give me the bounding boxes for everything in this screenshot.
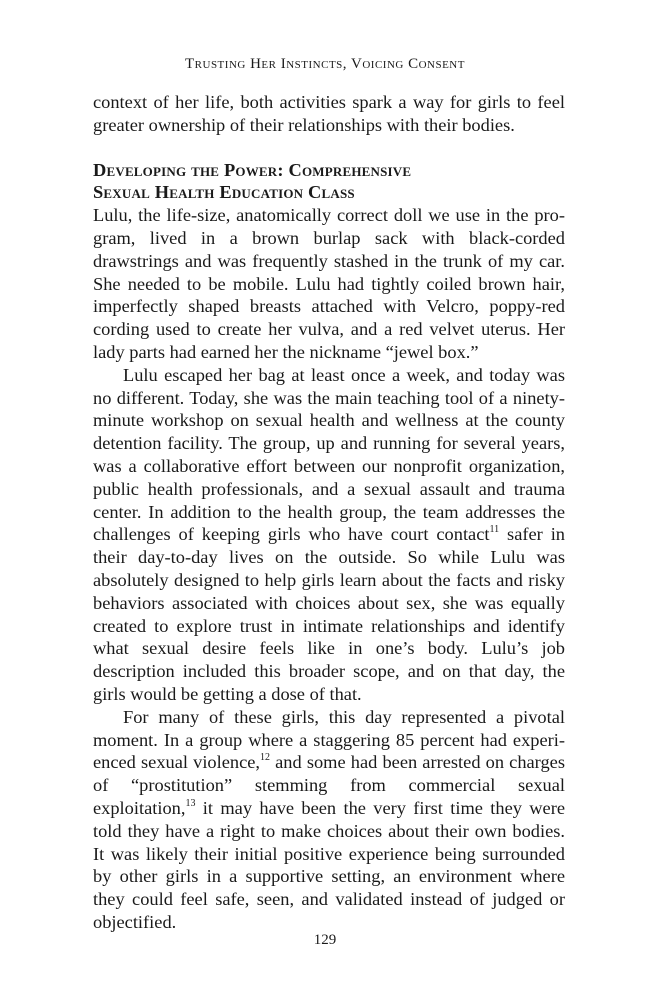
footnote-ref-11[interactable]: 11	[489, 524, 500, 536]
paragraph-pivotal-part-3: it may have been the very first time they were told they have a right to make choices about their own bodies. It was likely their initial positive experience being surrounded by other girls in a supportive setting, an environment where they could feel safe, seen, and validated instead of judged or objectified.	[93, 797, 565, 932]
paragraph-pivotal-moment	[93, 706, 565, 934]
paragraph-pivotal-part-2: and some had been arrested on charges of “prostitution” stemming from commercial sexual exploitation,	[93, 752, 565, 818]
paragraph-workshop-part-2: safer in their day-to-day lives on the outside. So while Lulu was absolutely designed to help girls learn about the facts and risky behaviors associated with choices about sex, she was equally created to explore trust in intimate relationships and identify what sexual desire feels like in one’s body. Lulu’s job description included this broader scope, and on that day, the girls would be getting a dose of that.	[93, 524, 565, 704]
paragraph-lulu-intro: Lulu, the life-size, anatomically correct doll we use in the program, lived in a brown burlap sack with black-corded drawstrings and was frequently stashed in the trunk of my car. She needed to be mobile. Lulu had tightly coiled brown hair, imperfectly shaped breasts attached with Velcro, poppy-red cording used to create her vulva, and a red velvet uterus. Her lady parts had earned her the nickname “jewel box.”	[93, 205, 565, 362]
running-head: Trusting Her Instincts, Voicing Consent	[185, 56, 465, 72]
paragraph-pivotal-part-1: For many of these girls, this day represented a pivotal moment. In a group where a staggering 85 percent had experienced sexual violence,	[93, 706, 565, 773]
body-text	[93, 91, 565, 934]
paragraph-workshop-part-1: Lulu escaped her bag at least once a week, and today was no different. Today, she was the main teaching tool of a ninety-minute workshop on sexual health and wellness at the county detention facility. The group, up and running for several years, was a collaborative effort between our nonprofit organization, public health professionals, and a sexual assault and trauma center. In addition to the health group, the team addresses the challenges of keeping girls who have court contact	[93, 364, 565, 545]
section-heading-line-2: Sexual Health Education Class	[93, 182, 355, 203]
paragraph-workshop	[93, 364, 565, 706]
footnote-ref-12[interactable]: 12	[260, 752, 271, 764]
page-number: 129	[313, 932, 337, 948]
section-heading-line-1: Developing the Power: Comprehensive	[93, 159, 412, 180]
footnote-ref-13[interactable]: 13	[185, 797, 196, 809]
opening-paragraph: context of her life, both activities spark a way for girls to feel greater ownership of their relationships with their bodies.	[93, 92, 565, 135]
